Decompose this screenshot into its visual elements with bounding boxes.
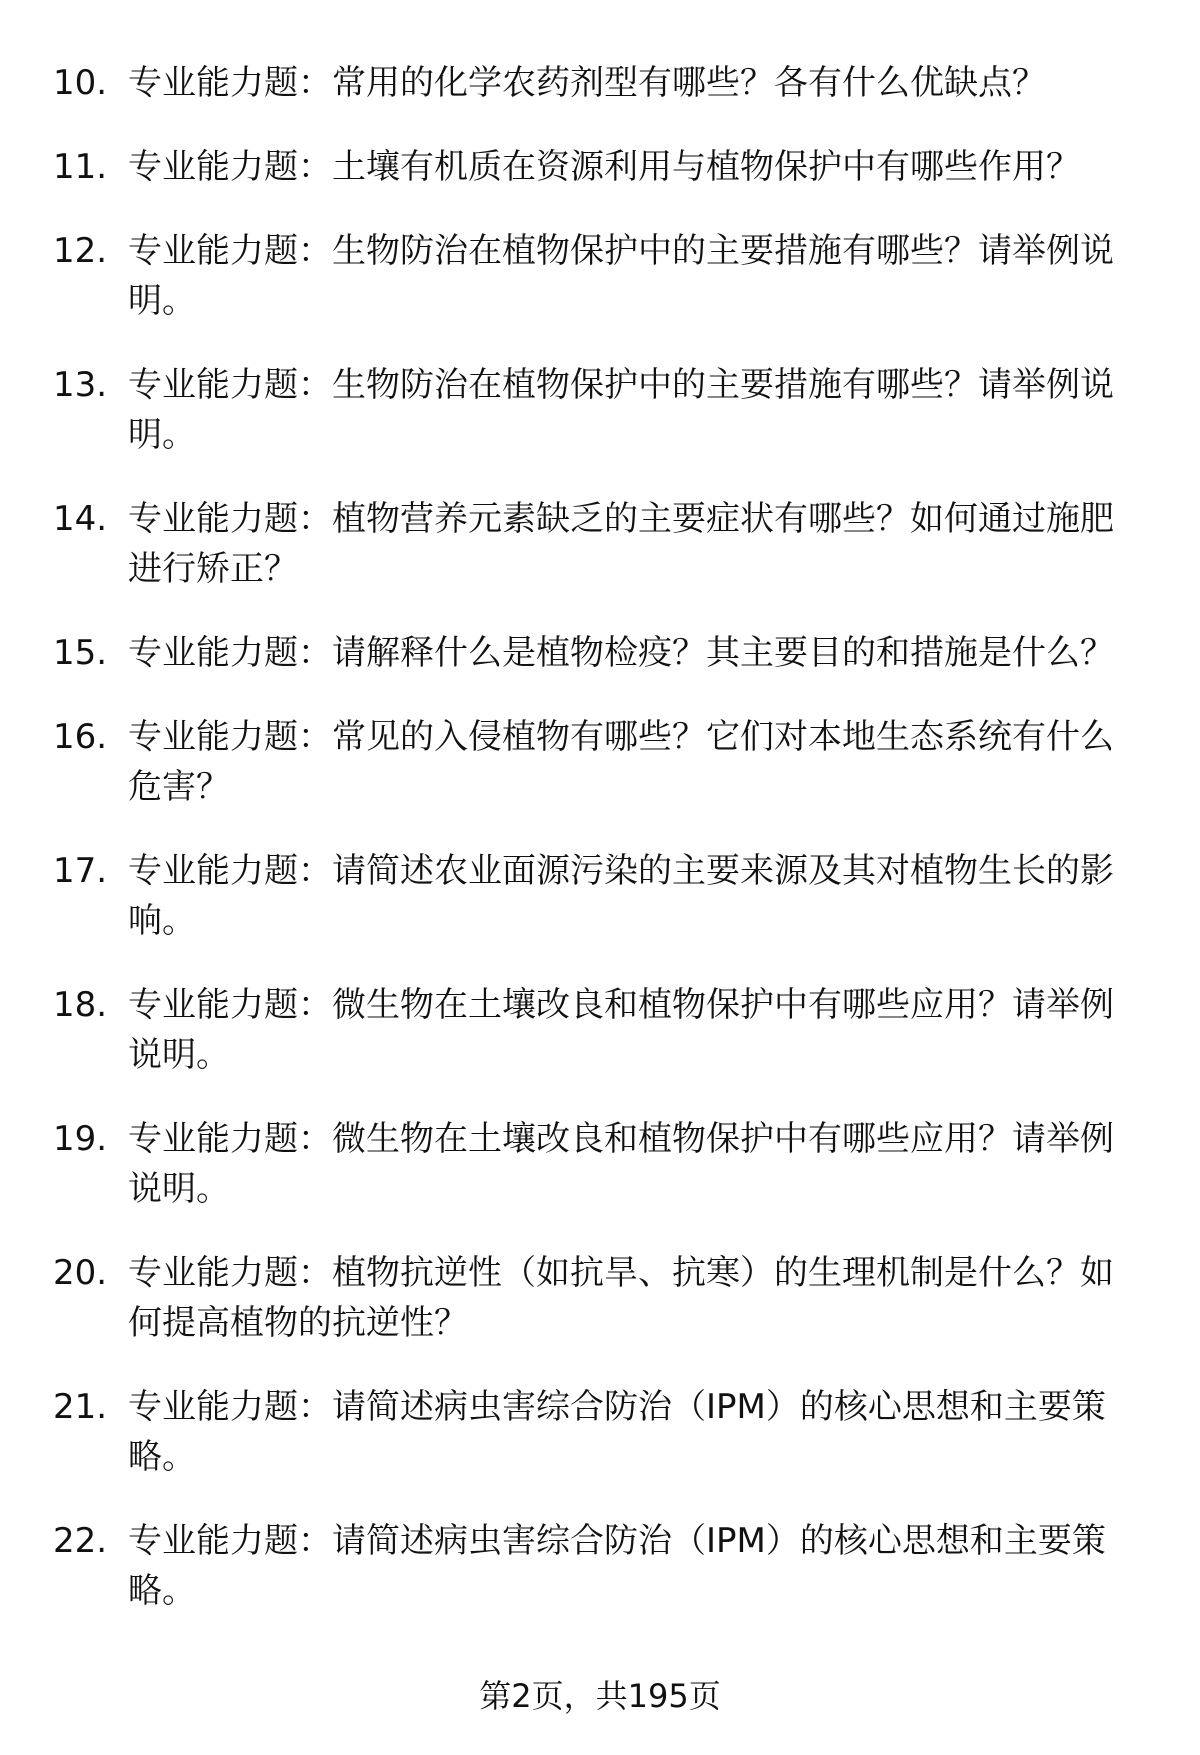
question-number: 16.: [53, 717, 108, 757]
question-number: 19.: [53, 1119, 108, 1159]
question-item: [0, 712, 1200, 812]
question-text: 专业能力题：请简述农业面源污染的主要来源及其对植物生长的影响。: [128, 851, 1114, 941]
question-text: 专业能力题：土壤有机质在资源利用与植物保护中有哪些作用？: [128, 147, 1080, 187]
question-number: 12.: [53, 231, 108, 271]
question-item: [0, 1382, 1200, 1482]
question-number: 21.: [53, 1387, 108, 1427]
question-text: 专业能力题：微生物在土壤改良和植物保护中有哪些应用？请举例说明。: [128, 985, 1114, 1075]
question-text: 专业能力题：常见的入侵植物有哪些？它们对本地生态系统有什么危害？: [128, 717, 1114, 807]
question-text: 专业能力题：请简述病虫害综合防治（IPM）的核心思想和主要策略。: [128, 1521, 1106, 1611]
question-text: 专业能力题：常用的化学农药剂型有哪些？各有什么优缺点？: [128, 63, 1046, 103]
question-item: [0, 142, 1200, 192]
question-item: [0, 58, 1200, 108]
question-list: [0, 58, 1200, 1650]
question-item: [0, 1114, 1200, 1214]
question-text: 专业能力题：请解释什么是植物检疫？其主要目的和措施是什么？: [128, 633, 1114, 673]
question-number: 14.: [53, 499, 108, 539]
question-number: 15.: [53, 633, 108, 673]
question-number: 18.: [53, 985, 108, 1025]
question-text: 专业能力题：生物防治在植物保护中的主要措施有哪些？请举例说明。: [128, 365, 1114, 455]
question-item: [0, 360, 1200, 460]
question-number: 17.: [53, 851, 108, 891]
question-number: 11.: [53, 147, 108, 187]
question-item: [0, 1516, 1200, 1616]
question-item: [0, 1248, 1200, 1348]
question-number: 13.: [53, 365, 108, 405]
question-number: 22.: [53, 1521, 108, 1561]
question-text: 专业能力题：微生物在土壤改良和植物保护中有哪些应用？请举例说明。: [128, 1119, 1114, 1209]
question-item: [0, 226, 1200, 326]
page-number: 第2页，共195页: [479, 1677, 721, 1715]
question-text: 专业能力题：植物营养元素缺乏的主要症状有哪些？如何通过施肥进行矫正？: [128, 499, 1114, 589]
question-item: [0, 980, 1200, 1080]
question-number: 20.: [53, 1253, 108, 1293]
question-text: 专业能力题：请简述病虫害综合防治（IPM）的核心思想和主要策略。: [128, 1387, 1106, 1477]
question-item: [0, 494, 1200, 594]
question-item: [0, 628, 1200, 678]
question-number: 10.: [53, 63, 108, 103]
question-item: [0, 846, 1200, 946]
question-text: 专业能力题：植物抗逆性（如抗旱、抗寒）的生理机制是什么？如何提高植物的抗逆性？: [128, 1253, 1114, 1343]
question-text: 专业能力题：生物防治在植物保护中的主要措施有哪些？请举例说明。: [128, 231, 1114, 321]
